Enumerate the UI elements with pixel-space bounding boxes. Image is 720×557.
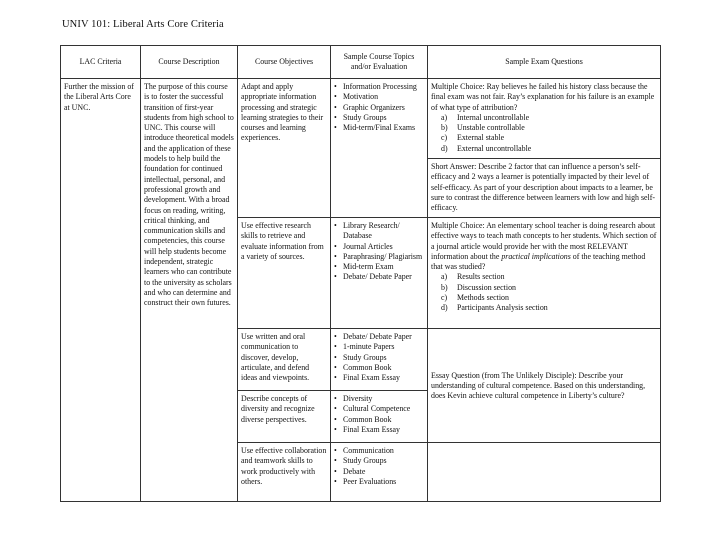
- list-item: [431, 113, 657, 123]
- topics-cell: [331, 391, 428, 443]
- question-text: of the teaching method that was studied?: [431, 251, 646, 272]
- list-item: [431, 123, 657, 133]
- topics-cell: [331, 443, 428, 502]
- exam-question-stem: Multiple Choice: Ray believes he failed his history class because the final exam was not fair. Ray’s explanation for his failure is an example of what type of attribution?: [431, 82, 655, 112]
- option-text: External stable: [457, 133, 505, 143]
- option-marker: b): [441, 282, 448, 292]
- option-marker: c): [441, 133, 448, 143]
- objective-cell: Describe concepts of diversity and recognize diverse perspectives.: [238, 391, 331, 443]
- list-item: • 1-minute Papers: [334, 342, 424, 352]
- list-item: [431, 144, 657, 154]
- list-item: • Information Processing: [334, 82, 424, 92]
- list-item: • Peer Evaluations: [334, 477, 424, 487]
- option-marker: c): [441, 293, 448, 303]
- topics-list: [334, 446, 424, 487]
- exam-question-cell: Short Answer: Describe 2 factor that can influence a person’s self-efficacy and 2 ways a learner is potentially impacted by their level of self-efficacy. As part of your description about impacts to a learner, be sure to contrast the difference between learners with low and high self-efficacy.: [428, 159, 661, 218]
- topics-list: [334, 82, 424, 133]
- option-marker: a): [441, 272, 448, 282]
- list-item: • Study Groups: [334, 113, 424, 123]
- option-text: Internal uncontrollable: [457, 112, 530, 122]
- document-title: UNIV 101: Liberal Arts Core Criteria: [62, 19, 224, 30]
- exam-question-cell: Essay Question (from The Unlikely Disciple): Describe your understanding of cultural competence. Based on this understanding, does Kevin achieve cultural competence in Liberty’s culture?: [428, 329, 661, 443]
- list-item: [431, 133, 657, 143]
- list-item: • Diversity: [334, 394, 424, 404]
- list-item: • Graphic Organizers: [334, 103, 424, 113]
- option-marker: b): [441, 123, 448, 133]
- list-item: • Cultural Competence: [334, 404, 424, 414]
- header-lac-criteria: LAC Criteria: [61, 46, 141, 79]
- option-text: External uncontrollable: [457, 143, 532, 153]
- header-row: [61, 46, 661, 79]
- topics-cell: [331, 218, 428, 329]
- option-text: Participants Analysis section: [457, 303, 548, 313]
- list-item: • Final Exam Essay: [334, 373, 424, 383]
- list-item: • Motivation: [334, 92, 424, 102]
- answer-options: [431, 113, 657, 154]
- list-item: • Debate: [334, 467, 424, 477]
- list-item: [431, 293, 657, 303]
- objective-cell: Use written and oral communication to discover, develop, articulate, and defend ideas and viewpoints.: [238, 329, 331, 391]
- topics-list: [334, 332, 424, 383]
- lac-criteria-cell: Further the mission of the Liberal Arts Core at UNC.: [61, 79, 141, 502]
- course-description-cell: The purpose of this course is to foster the successful transition of first-year students from high school to UNC. This course will introduce theoretical models and the application of these models to help build the foundation for continued intellectual, personal, and professional growth and development. With a broad focus on reading, writing, critical thinking, and communication skills and competencies, this course will help students become independent, strategic learners who can contribute to the university as scholars and who can determine and construct their own futures.: [141, 79, 238, 502]
- list-item: • Debate/ Debate Paper: [334, 332, 424, 342]
- exam-question-stem: [431, 221, 657, 272]
- option-text: Results section: [457, 272, 505, 282]
- option-text: Unstable controllable: [457, 123, 525, 133]
- topics-list: [334, 394, 424, 435]
- question-emphasis: practical implications: [501, 251, 571, 261]
- list-item: [431, 283, 657, 293]
- objective-cell: Adapt and apply appropriate information processing and strategic learning strategies to their courses and learning experiences.: [238, 79, 331, 218]
- question-text: Multiple Choice: An elementary school teacher is doing research about effective ways to teach math concepts to her students. Which section of a journal article would provide her with the most RELEVANT information about the: [431, 221, 657, 261]
- header-sample-topics: Sample Course Topics and/or Evaluation: [331, 46, 428, 79]
- list-item: • Paraphrasing/ Plagiarism: [334, 252, 424, 262]
- list-item: • Mid-term Exam: [334, 262, 424, 272]
- topics-list: [334, 221, 424, 283]
- topics-cell: [331, 79, 428, 218]
- criteria-table: [60, 45, 661, 502]
- table-row: [61, 79, 661, 159]
- list-item: • Debate/ Debate Paper: [334, 272, 424, 282]
- list-item: [431, 303, 657, 313]
- exam-question-cell-empty: [428, 443, 661, 502]
- header-course-description: Course Description: [141, 46, 238, 79]
- list-item: • Library Research/ Database: [334, 221, 424, 242]
- list-item: • Common Book: [334, 363, 424, 373]
- exam-question-cell: [428, 79, 661, 159]
- header-course-objectives: Course Objectives: [238, 46, 331, 79]
- list-item: [431, 272, 657, 282]
- list-item: • Final Exam Essay: [334, 425, 424, 435]
- list-item: • Communication: [334, 446, 424, 456]
- list-item: • Common Book: [334, 415, 424, 425]
- option-marker: a): [441, 112, 448, 122]
- option-marker: d): [441, 303, 448, 313]
- topics-cell: [331, 329, 428, 391]
- option-marker: d): [441, 143, 448, 153]
- option-text: Methods section: [457, 293, 509, 303]
- list-item: • Journal Articles: [334, 242, 424, 252]
- list-item: • Study Groups: [334, 456, 424, 466]
- answer-options: [431, 272, 657, 313]
- option-text: Discussion section: [457, 282, 516, 292]
- header-sample-exam-questions: Sample Exam Questions: [428, 46, 661, 79]
- list-item: • Study Groups: [334, 353, 424, 363]
- objective-cell: Use effective research skills to retrieve and evaluate information from a variety of sources.: [238, 218, 331, 329]
- list-item: • Mid-term/Final Exams: [334, 123, 424, 133]
- exam-question-cell: [428, 218, 661, 329]
- objective-cell: Use effective collaboration and teamwork skills to work productively with others.: [238, 443, 331, 502]
